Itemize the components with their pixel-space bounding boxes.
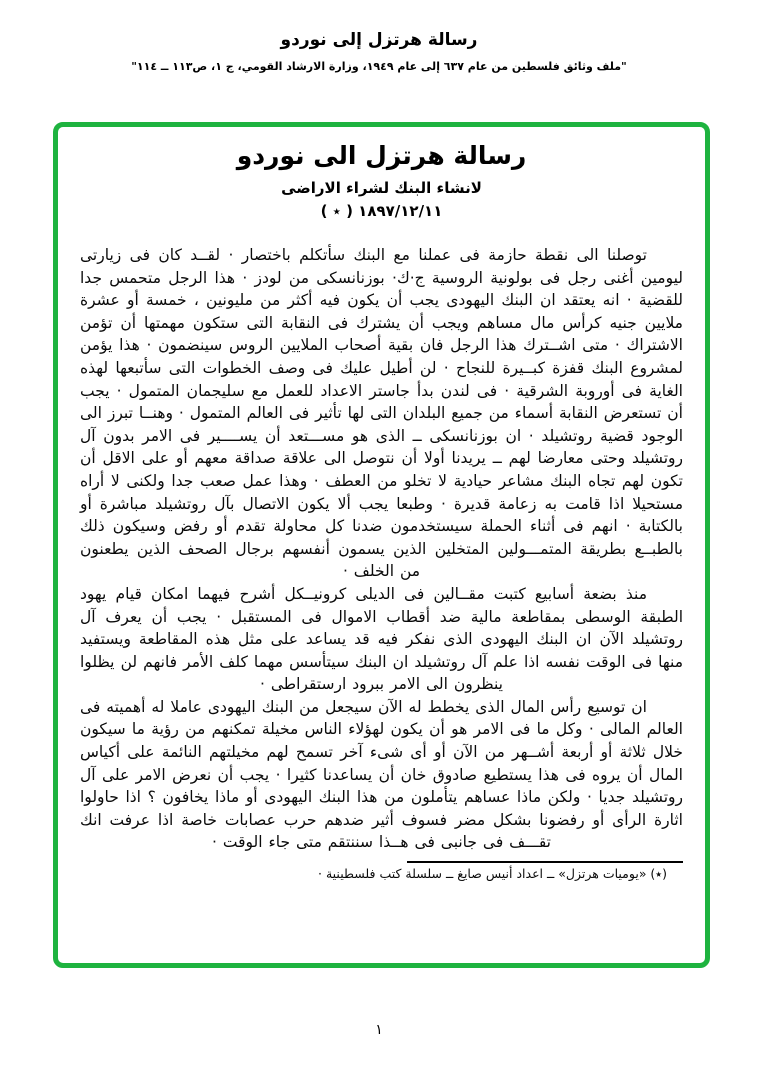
letter-subtitle: لانشاء البنك لشراء الاراضى bbox=[281, 179, 482, 197]
letter-paragraph-1: توصلنا الى نقطة حازمة فى عملنا مع البنك سأتكلم باختصار · لقــد كان فى زيارتى ليومين أغنى رجل فى بولونية الروسية ج·ك· بوزنانسكى من لودز · هذا الرجل متحمس جدا للقضية · انه يعتقد ان البنك اليهودى يجب أن يكون فيه أكثر من مليونين ، خمسة أو عشرة ملايين جنيه كرأس مال مساهم ويجب أن يشترك فى النقابة التى ستكون مهمتها أن تؤمن الاشتراك · متى اشــترك هذا الرجل فان بقية أصحاب الملايين الروس سينضمون · هذا يؤمن لمشروع البنك قفزة كبــيرة للنجاح · لن أطيل عليك فى وصف الخطوات التى سأتبعها لهذه الغاية فى أوروبة الشرقية · فى لندن بدأ جاستر الاعداد للعمل مع سليجمان المتمول · يجب أن تستعرض النقابة أسماء من جميع البلدان التى لها تأثير فى العالم المتمول · وهنــا تبرز الى الوجود قضية روتشيلد · ان بوزنانسكى ــ الذى هو مســـتعد أن يســــير فى الامر بدون آل روتشيلد وحتى معارضا لهم ــ يريدنا أولا أن نتوصل الى علاقة صداقة معهم أو على الاقل أن تكون لهم تجاه البنك مشاعر حيادية لا تخلو من العطف · وهذا عمل صعب جدا ولكنى لا أراه مستحيلا اذا قامت به زعامة قديرة · وطبعا يجب ألا يكون الاتصال بآل روتشيلد مباشرة أو بالكتابة · انهم فى أثناء الحملة سيستخدمون ضدنا كل محاولة تقدم أو رفض وسيكون ذلك بالطبــع بطريقة المتمـــولين المتخلين الذين يسمون أنفسهم برجال الصحف الذين يطعنون من الخلف · bbox=[80, 246, 683, 581]
document-frame bbox=[53, 122, 710, 968]
letter-title: رسالة هرتزل الى نوردو bbox=[236, 141, 527, 170]
page-header-source-citation: "ملف وثائق فلسطين من عام ٦٣٧ إلى عام ١٩٤٩، وزارة الارشاد القومي، ج ١، ص١١٣ ــ ١١٤" bbox=[131, 60, 627, 73]
letter-paragraph-2: منذ بضعة أسابيع كتبت مقــالين فى الديلى كرونيــكل أشرح فيهما امكان قيام يهود الطبقة الوسطى بمقاطعة مالية ضد أقطاب الاموال فى المستقبل · يجب أن يعرف آل روتشيلد الآن ان البنك اليهودى الذى نفكر فيه قد يساعد على مثل هذه المقاطعة ويستفيد منها فى الوقت نفسه اذا علم آل روتشيلد ان البنك سيتأسس مهما كلف الأمر فانهم لن يظلوا ينظرون الى الامر ببرود ارستقراطى · bbox=[80, 584, 683, 694]
footnote-divider bbox=[407, 861, 683, 863]
letter-body bbox=[58, 244, 705, 854]
letter-paragraph-3: ان توسيع رأس المال الذى يخطط له الآن سيجعل من البنك اليهودى عاملا له أهميته فى العالم المالى · وكل ما فى الامر هو أن يكون لهؤلاء الناس مخيلة تمكنهم من رؤية ما سيكون خلال ثلاثة أو أربعة أشــهر من الآن أو أى شىء آخر تسمح لهم مخيلتهم النائمة على أكياس المال أن يروه فى هذا يستطيع صادوق خان أن يساعدنا كثيرا · يجب أن نعرض الامر على آل روتشيلد جديا · ولكن ماذا عساهم يتأملون من هذا البنك اليهودى أو ماذا يخافون ؟ اذا حاولوا اثارة الرأى أو رفضونا بشكل مضر فسوف أثير ضدهم حرب عصابات خاصة اذا عرفت انك تقـــف فى جانبى فى هــذا سننتقم متى جاء الوقت · bbox=[80, 697, 683, 852]
page-header-title: رسالة هرتزل إلى نوردو bbox=[280, 30, 478, 50]
letter-date: ١٨٩٧/١٢/١١ ( ٭ ) bbox=[320, 202, 443, 220]
page-number: ١ bbox=[375, 1022, 383, 1038]
footnote: (٭) «يوميات هرتزل» ــ اعداد أنيس صايغ ــ سلسلة كتب فلسطينية · bbox=[318, 866, 667, 882]
